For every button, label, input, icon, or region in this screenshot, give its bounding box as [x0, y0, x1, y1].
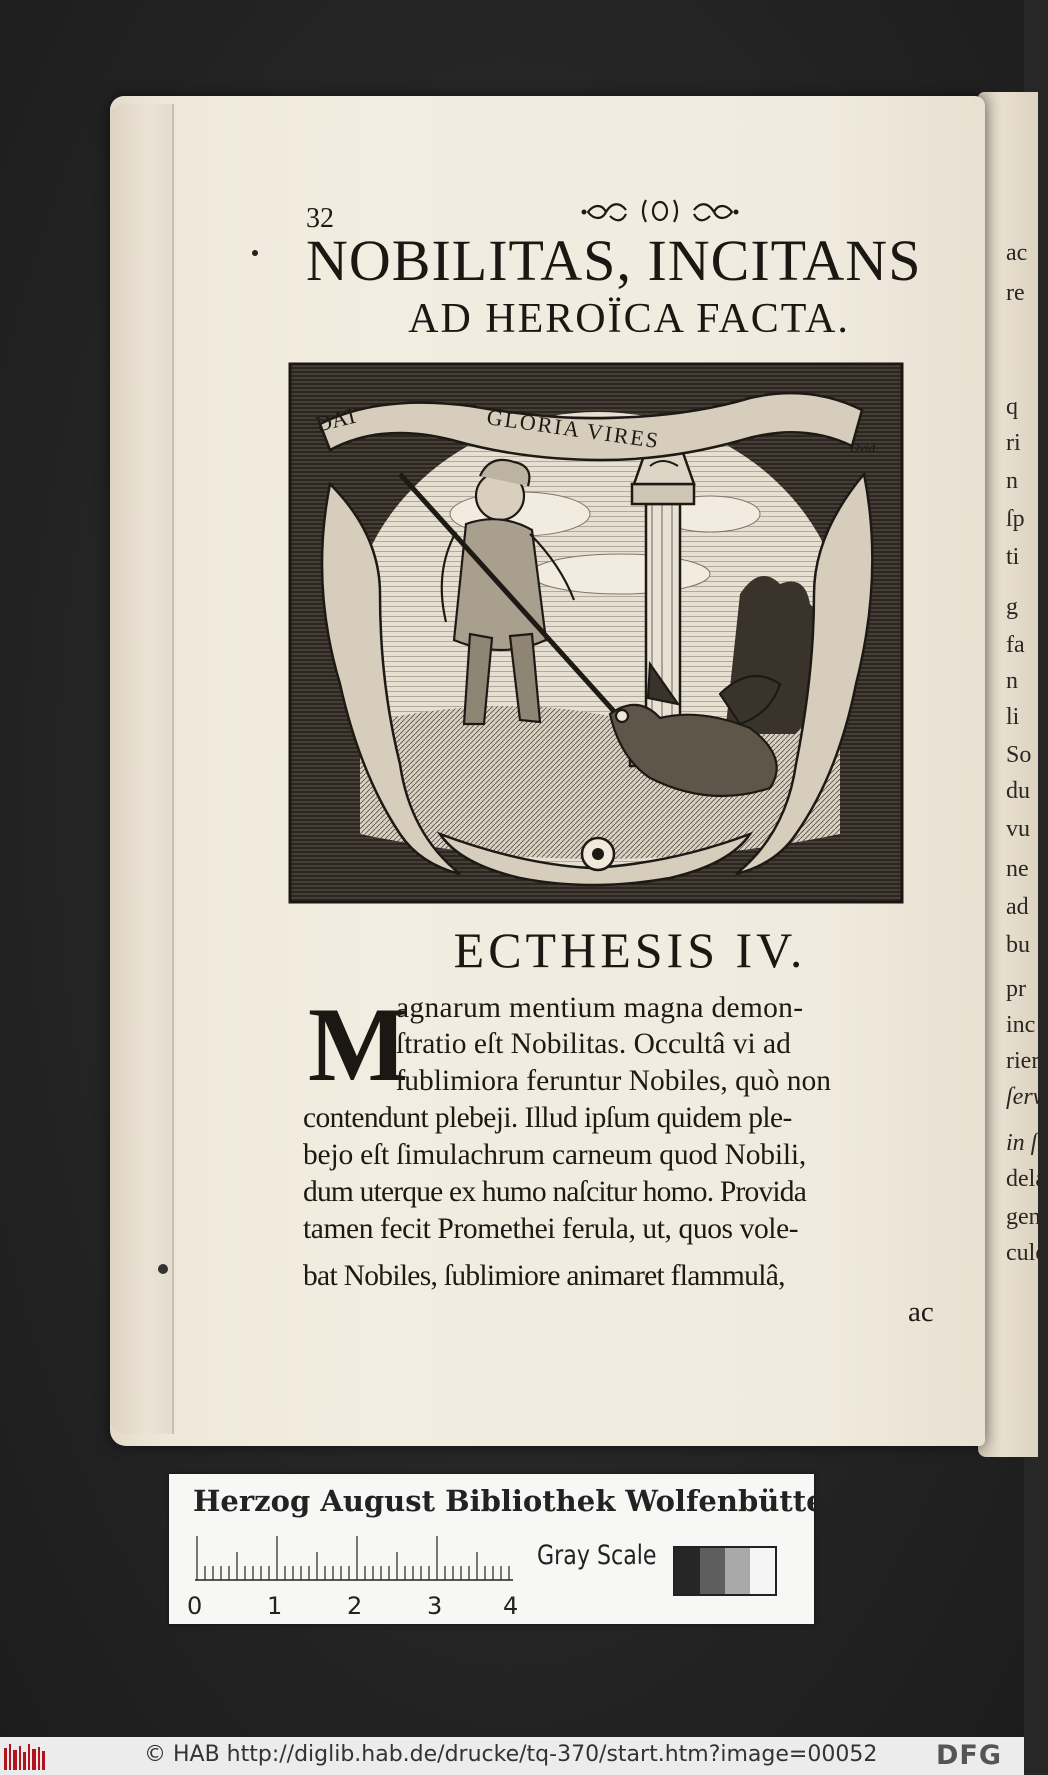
- ruler-scale: [195, 1534, 513, 1580]
- body-text-line: ſtratio eſt Nobilitas. Occultâ vi ad: [396, 1028, 791, 1060]
- page-title-line-2: AD HEROÏCA FACTA.: [408, 296, 850, 342]
- facing-page-fragment: n: [1006, 668, 1018, 694]
- facing-page-fragment: So: [1006, 742, 1032, 768]
- facing-page-fragment: cule: [1006, 1240, 1046, 1266]
- section-heading: ECTHESIS IV.: [453, 922, 807, 978]
- ruler-number: 3: [427, 1592, 443, 1620]
- emblem-attribution: Ovid.: [850, 440, 879, 455]
- facing-page-fragment: dela: [1006, 1166, 1046, 1192]
- gray-swatch: [725, 1548, 750, 1594]
- facing-page-fragment: ſp: [1006, 506, 1025, 532]
- page-number: 32: [306, 203, 334, 234]
- facing-page-fragment: vu: [1006, 816, 1030, 842]
- facing-page-fragment: ſerv: [1006, 1084, 1044, 1110]
- body-text-line: tamen fecit Promethei ferula, ut, quos vole-: [303, 1213, 799, 1245]
- body-text-line: contendunt plebeji. Illud ipſum quidem ple-: [303, 1102, 792, 1134]
- footer-copyright-url[interactable]: © HAB http://diglib.hab.de/drucke/tq-370/start.htm?image=00052: [144, 1742, 878, 1767]
- ruler-number: 1: [267, 1592, 283, 1620]
- body-text-line: ſublimiora feruntur Nobiles, quò non: [396, 1065, 832, 1097]
- footer-bar: [0, 1737, 1024, 1775]
- facing-page-fragment: ac: [1006, 240, 1028, 266]
- gray-swatch: [700, 1548, 725, 1594]
- facing-page-fragment: rier: [1006, 1048, 1040, 1074]
- hab-logo-icon: [4, 1744, 48, 1770]
- dfg-logo: DFG: [936, 1740, 1003, 1771]
- binding-hole: [158, 1264, 168, 1274]
- body-text-line: bat Nobiles, ſublimiore animaret flammulâ,: [303, 1260, 785, 1292]
- body-text-line: dum uterque ex humo naſcitur homo. Provida: [303, 1176, 807, 1208]
- facing-page-fragment: ri: [1006, 430, 1021, 456]
- gray-swatch: [675, 1548, 700, 1594]
- facing-page-fragment: g: [1006, 594, 1018, 620]
- facing-page-fragment: geni: [1006, 1204, 1048, 1230]
- gray-scale-label: Gray Scale: [537, 1540, 657, 1571]
- facing-page-fragment: in ſe: [1006, 1130, 1048, 1156]
- facing-page-fragment: n: [1006, 468, 1018, 494]
- page-title-line-1: NOBILITAS, INCITANS: [306, 228, 922, 293]
- ink-mark: [252, 250, 258, 256]
- library-name: Herzog August Bibliothek Wolfenbüttel: [193, 1484, 836, 1518]
- catchword: ac: [908, 1296, 934, 1328]
- facing-page-fragment: ti: [1006, 544, 1020, 570]
- ruler-number: 0: [187, 1592, 203, 1620]
- facing-page-fragment: q: [1006, 394, 1018, 420]
- facing-page-fragment: inc: [1006, 1012, 1036, 1038]
- emblem-engraving: [290, 364, 902, 902]
- facing-page-fragment: re: [1006, 280, 1025, 306]
- facing-page-fragment: pr: [1006, 976, 1026, 1002]
- body-text-line: bejo eſt ſimulachrum carneum quod Nobili,: [303, 1139, 807, 1171]
- gray-scale-swatches: [673, 1546, 777, 1596]
- facing-page-fragment: bu: [1006, 932, 1030, 958]
- emblem-motto-part-2: GLORIA VIRES: [485, 404, 662, 454]
- color-reference-card: [169, 1474, 836, 1624]
- facing-page-fragment: fa: [1006, 632, 1025, 658]
- page-fore-edge: [110, 104, 174, 1434]
- header-ornament-icon: [580, 194, 740, 228]
- facing-page-fragment: du: [1006, 778, 1030, 804]
- facing-page-fragment: li: [1006, 704, 1020, 730]
- emblem-motto-part-1: DAT: [313, 402, 361, 437]
- ruler-number: 2: [347, 1592, 363, 1620]
- gray-swatch: [750, 1548, 775, 1594]
- body-text-line: agnarum mentium magna demon-: [396, 992, 804, 1024]
- drop-cap: M: [308, 986, 409, 1103]
- ruler-number: 4: [503, 1592, 519, 1620]
- facing-page-fragment: ad: [1006, 894, 1029, 920]
- facing-page-fragment: ne: [1006, 856, 1029, 882]
